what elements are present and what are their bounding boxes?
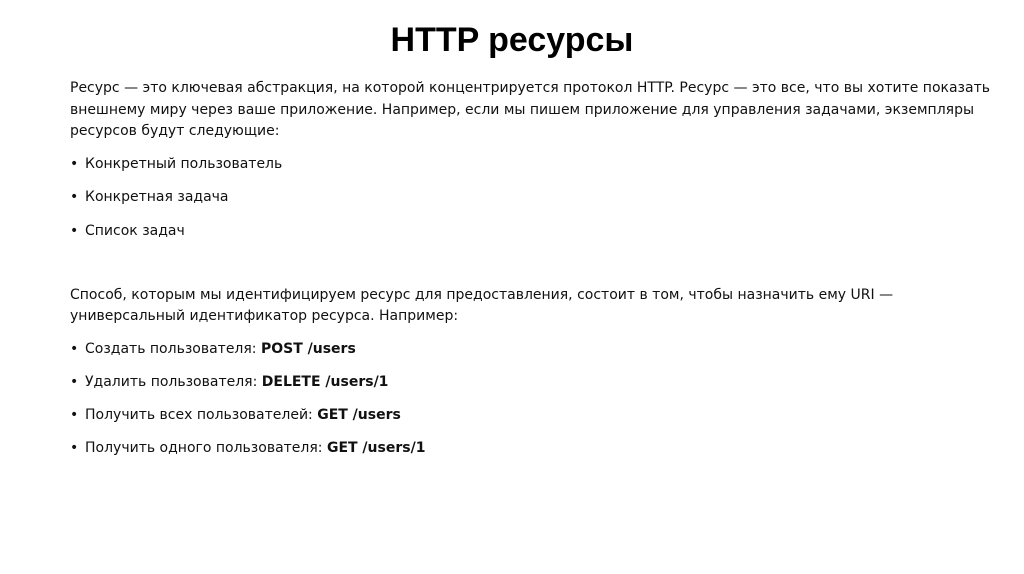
intro-paragraph: Ресурс — это ключевая абстракция, на которой концентрируется протокол HTTP. Ресурс — это все, что вы хотите показать внешнему миру через ваше приложение. Например, если мы пишем приложение для управления задачами, экземпляры ресурсов будут следующие: [70, 80, 990, 139]
list-item-text: Конкретный пользователь [85, 155, 283, 172]
resource-examples-list [70, 154, 1005, 242]
list-item [70, 339, 1005, 360]
list-item [70, 187, 1005, 208]
bullet: • [70, 373, 79, 390]
list-item [70, 405, 1005, 426]
slide-title: HTTP ресурсы [390, 21, 634, 59]
uri-example-label: Получить всех пользователей: [85, 406, 318, 423]
bullet: • [70, 155, 79, 172]
bullet: • [70, 406, 79, 423]
uri-example-label: Удалить пользователя: [85, 373, 262, 390]
bullet: • [70, 189, 79, 205]
uri-example-code: GET /users [317, 406, 401, 423]
bullet: • [70, 340, 79, 357]
list-item-text: Список задач [85, 222, 185, 239]
uri-example-label: Получить одного пользователя: [85, 439, 327, 456]
uri-paragraph: Способ, которым мы идентифицируем ресурс для предоставления, состоит в том, чтобы назначить ему URI — универсальный идентификатор ресурса. Например: [70, 286, 894, 324]
uri-example-code: GET /users/1 [326, 439, 426, 456]
list-item [70, 438, 1005, 459]
list-item-text: Конкретная задача [85, 189, 229, 205]
slide-body [70, 78, 1005, 459]
uri-example-code: POST /users [260, 340, 356, 357]
bullet: • [70, 439, 79, 456]
uri-examples-list [70, 339, 1005, 459]
list-item [70, 372, 1005, 393]
list-item [70, 154, 1005, 175]
list-item [70, 221, 1005, 242]
uri-example-code: DELETE /users/1 [261, 373, 389, 390]
bullet: • [70, 222, 79, 239]
uri-example-label: Создать пользователя: [85, 340, 261, 357]
